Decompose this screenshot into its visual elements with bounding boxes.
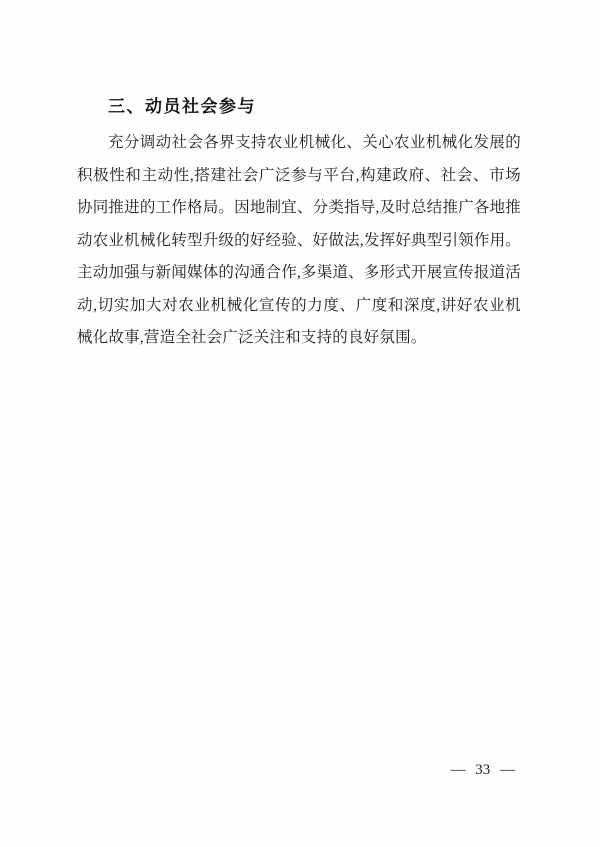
body-paragraph: 充分调动社会各界支持农业机械化、关心农业机械化发展的积极性和主动性,搭建社会广泛参与平台,构建政府、社会、市场协同推进的工作格局。因地制宜、分类指导,及时总结推广各地推动农业机械化转型升级的好经验、好做法,发挥好典型引领作用。主动加强与新闻媒体的沟通合作,多渠道、多形式开展宣传报道活动,切实加大对农业机械化宣传的力度、广度和深度,讲好农业机械化故事,营造全社会广泛关注和支持的良好氛围。 bbox=[77, 134, 521, 346]
document-content bbox=[77, 97, 521, 355]
section-heading: 三、动员社会参与 bbox=[108, 97, 256, 116]
page-number: — 33 — bbox=[450, 762, 515, 778]
page-footer bbox=[451, 760, 516, 780]
